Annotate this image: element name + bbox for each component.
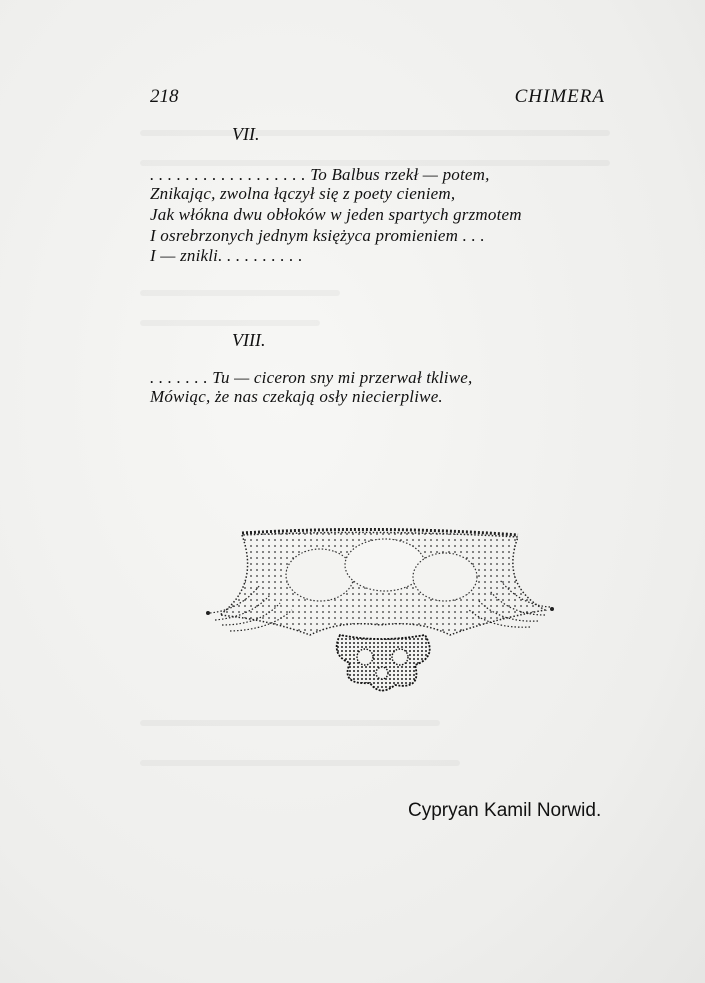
- poem-line: Jak włókna dwu obłoków w jeden spartych grzmotem: [150, 205, 522, 224]
- section-numeral-viii: VIII.: [232, 330, 266, 350]
- poem-line: I osrebrzonych jednym księżyca promieniem . . .: [150, 226, 485, 245]
- poem-line: . . . . . . . Tu — ciceron sny mi przerwał tkliwe,: [150, 368, 473, 387]
- show-through-line: [140, 290, 340, 296]
- poem-line: I — znikli. . . . . . . . . .: [150, 246, 303, 265]
- poem-line: . . . . . . . . . . . . . . . . . . To Balbus rzekł — potem,: [150, 165, 490, 184]
- page-number: 218: [150, 86, 179, 107]
- running-title: CHIMERA: [514, 86, 605, 107]
- running-head: [150, 86, 605, 112]
- show-through-line: [140, 720, 440, 726]
- vignette-ornament-icon: [200, 525, 560, 700]
- show-through-line: [140, 130, 610, 136]
- show-through-line: [140, 320, 320, 326]
- poem-line: Mówiąc, że nas czekają osły niecierpliwe.: [150, 387, 443, 406]
- show-through-line: [140, 760, 460, 766]
- section-numeral-vii: VII.: [232, 124, 260, 144]
- author-signature: Cypryan Kamil Norwid.: [408, 800, 602, 821]
- poem-line: Znikając, zwolna łączył się z poety cieniem,: [150, 184, 456, 203]
